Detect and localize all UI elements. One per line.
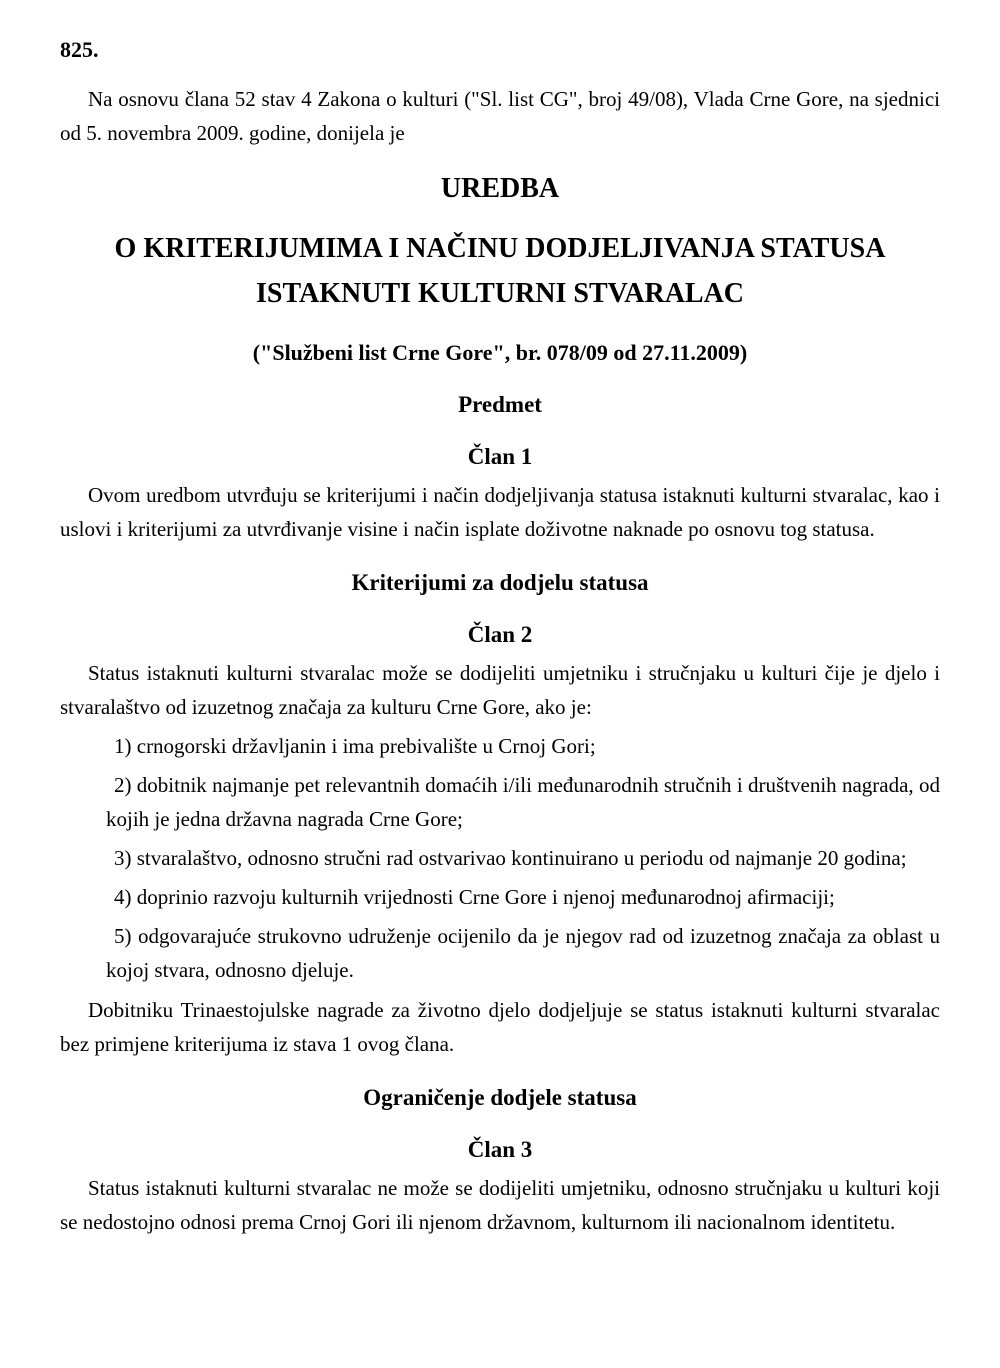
intro-paragraph: Na osnovu člana 52 stav 4 Zakona o kulturi ("Sl. list CG", broj 49/08), Vlada Crne Gore, na sjednici od 5. novembra 2009. godine, donijela je xyxy=(60,87,940,145)
article-heading-clan-2: Član 2 xyxy=(467,622,533,647)
article-2-item-1: 1) crnogorski državljanin i ima prebivalište u Crnoj Gori; xyxy=(114,734,596,758)
article-3-paragraph: Status istaknuti kulturni stvaralac ne može se dodijeliti umjetniku, odnosno stručnjaku u kulturi koji se nedostojno odnosi prema Crnoj Gori ili njenom državnom, kulturnom ili nacionalnom identitetu. xyxy=(60,1176,940,1234)
section-heading-predmet: Predmet xyxy=(458,392,542,417)
article-2-lead-paragraph: Status istaknuti kulturni stvaralac može se dodijeliti umjetniku i stručnjaku u kulturi čije je djelo i stvaralaštvo od izuzetnog značaja za kulturu Crne Gore, ako je: xyxy=(60,661,940,719)
article-2-item-2: 2) dobitnik najmanje pet relevantnih domaćih i/ili međunarodnih stručnih i društvenih nagrada, od kojih je jedna državna nagrada Crne Gore; xyxy=(106,773,940,831)
article-1-paragraph: Ovom uredbom utvrđuju se kriterijumi i način dodjeljivanja statusa istaknuti kulturni stvaralac, kao i uslovi i kriterijumi za utvrđivanje visine i način isplate doživotne naknade po osnovu tog statusa. xyxy=(60,483,940,541)
gazette-reference: ("Službeni list Crne Gore", br. 078/09 od 27.11.2009) xyxy=(252,340,748,365)
article-heading-clan-1: Član 1 xyxy=(467,444,533,469)
article-2-closing-paragraph: Dobitniku Trinaestojulske nagrade za životno djelo dodjeljuje se status istaknuti kulturni stvaralac bez primjene kriterijuma iz stava 1 ovog člana. xyxy=(60,998,940,1056)
article-2-item-3: 3) stvaralaštvo, odnosno stručni rad ostvarivao kontinuirano u periodu od najmanje 20 godina; xyxy=(114,846,907,870)
document-number: 825. xyxy=(60,37,99,62)
article-heading-clan-3: Član 3 xyxy=(467,1137,533,1162)
article-2-item-4: 4) doprinio razvoju kulturnih vrijednosti Crne Gore i njenoj međunarodnoj afirmaciji; xyxy=(114,885,835,909)
decree-title: UREDBA xyxy=(440,173,560,204)
section-heading-ogranicenje: Ograničenje dodjele statusa xyxy=(363,1085,637,1110)
decree-subtitle: O KRITERIJUMIMA I NAČINU DODJELJIVANJA STATUSA ISTAKNUTI KULTURNI STVARALAC xyxy=(114,233,886,309)
section-heading-kriterijumi: Kriterijumi za dodjelu statusa xyxy=(351,570,649,595)
article-2-item-5: 5) odgovarajuće strukovno udruženje ocijenilo da je njegov rad od izuzetnog značaja za oblast u kojoj stvara, odnosno djeluje. xyxy=(106,924,940,982)
